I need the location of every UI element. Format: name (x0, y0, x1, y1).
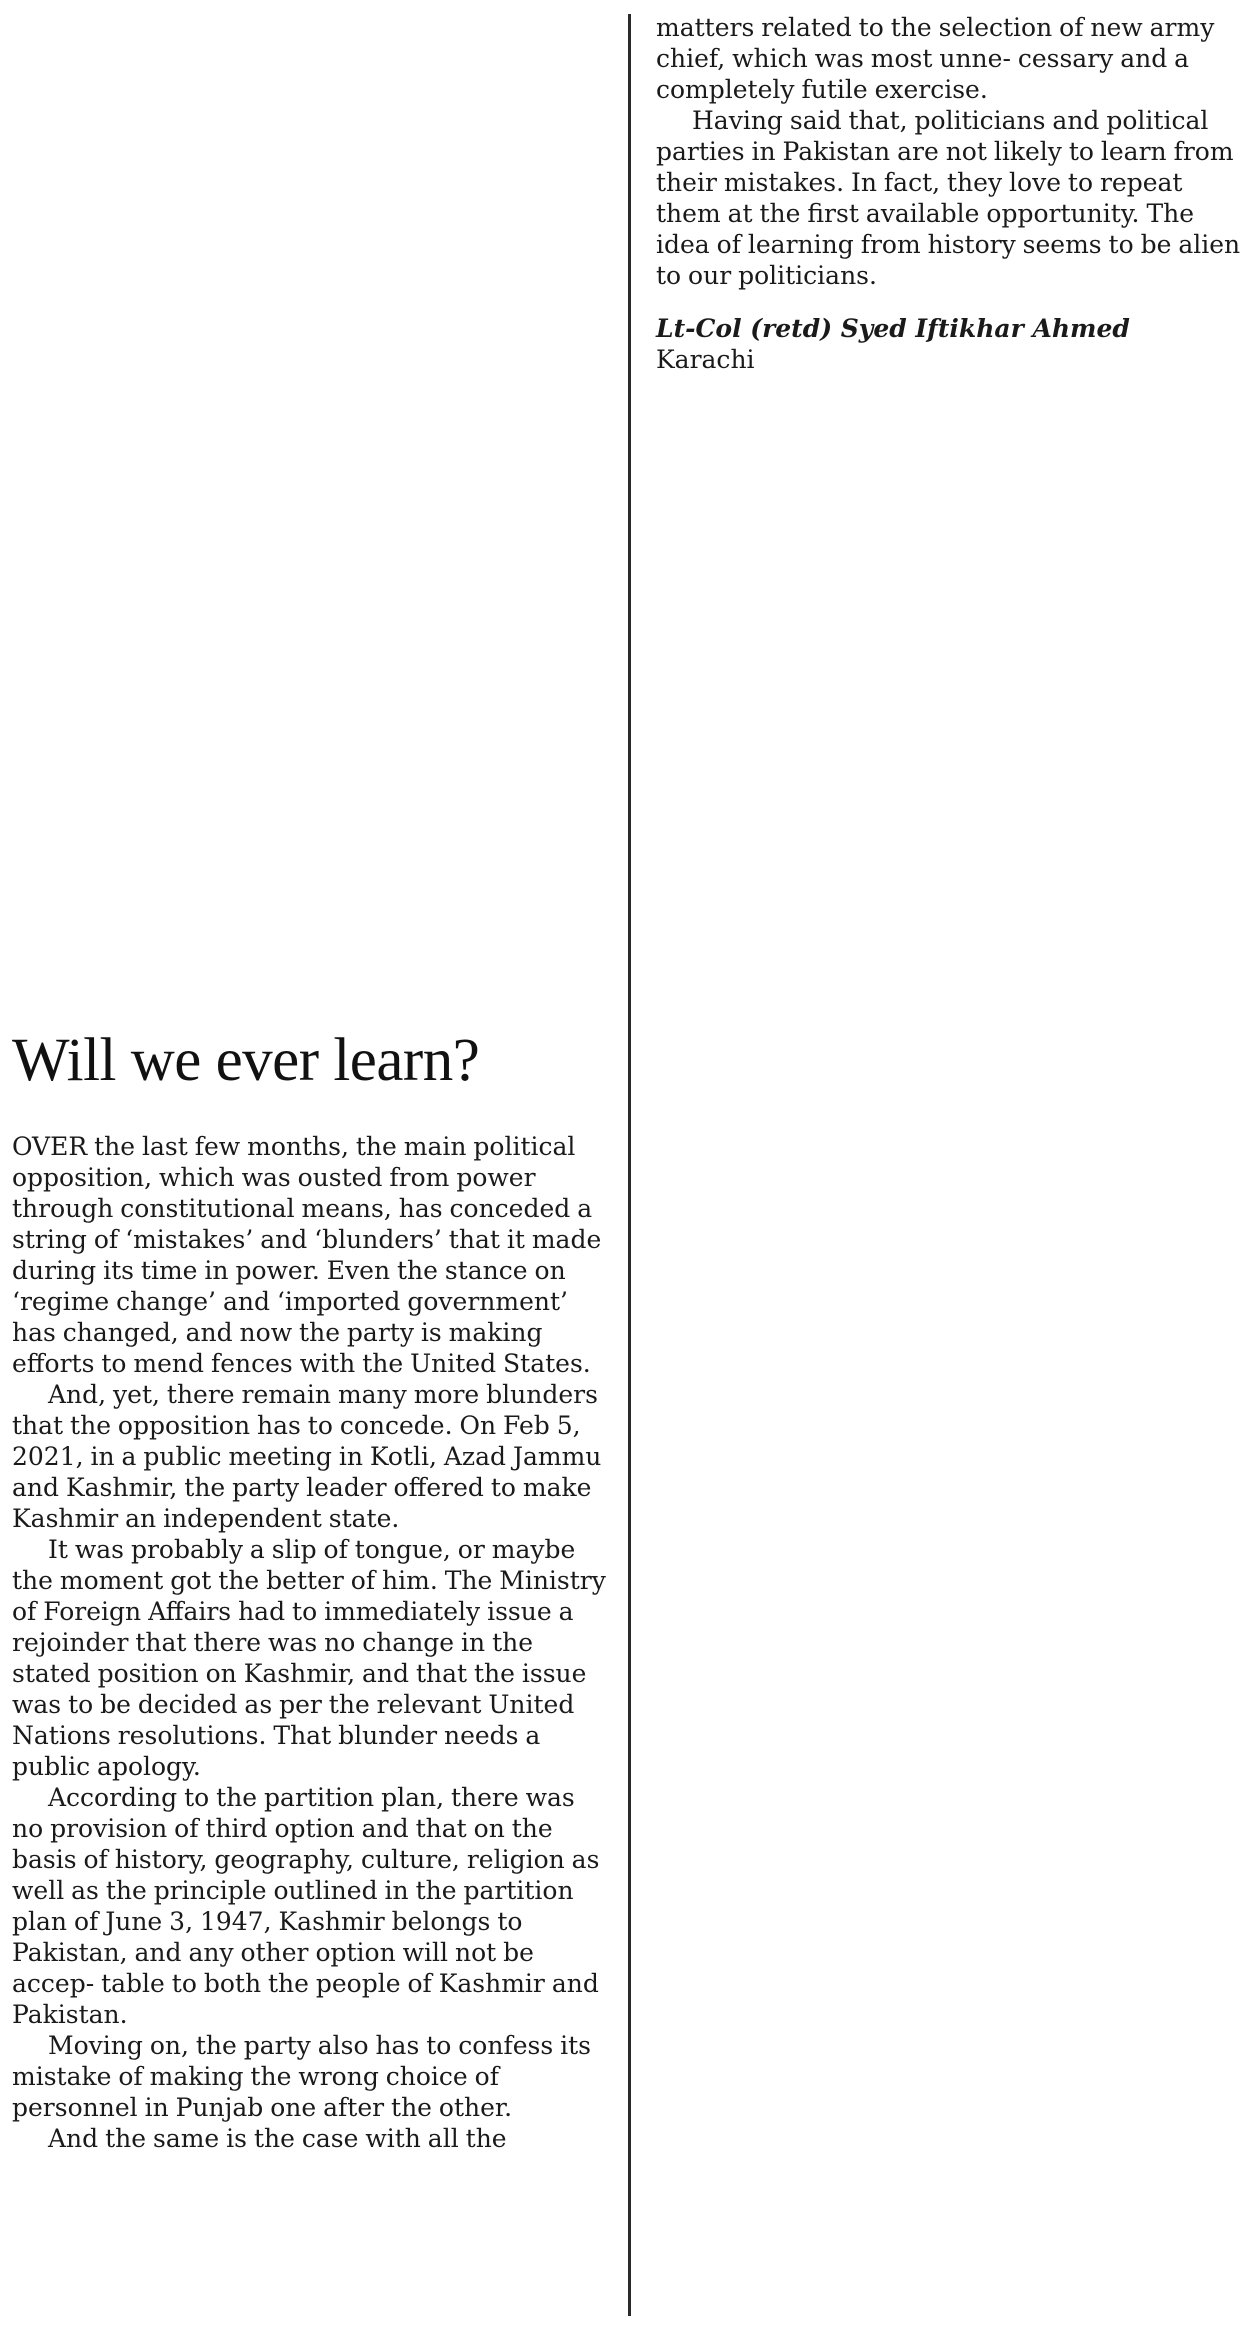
paragraph-continued: matters related to the selection of new army chief, which was most unne- cessary and a completely futile exercise. (656, 13, 1215, 104)
author-city: Karachi (656, 345, 755, 374)
paragraph-3: It was probably a slip of tongue, or maybe the moment got the better of him. The Ministry of Foreign Affairs had to immediately issue a rejoinder that there was no change in the stated position on Kashmir, and that the issue was to be decided as per the relevant United Nations resolutions. That blunder needs a public apology. (12, 1535, 606, 1781)
paragraph-4: According to the partition plan, there was no provision of third option and that on the basis of history, geography, culture, religion as well as the principle outlined in the partition plan of June 3, 1947, Kashmir belongs to Pakistan, and any other option will not be accep- table to both the people of Kashmir and Pakistan. (12, 1783, 600, 2029)
paragraph-2: And, yet, there remain many more blunders that the opposition has to concede. On Feb 5, 2021, in a public meeting in Kotli, Azad Jammu and Kashmir, the party leader offered to make Kashmir an independent state. (12, 1380, 602, 1533)
column-divider-rule (628, 14, 631, 2316)
paragraph-closing: Having said that, politicians and political parties in Pakistan are not likely to learn from their mistakes. In fact, they love to repeat them at the first available opportunity. The idea of learning from history seems to be alien to our politicians. (656, 106, 1241, 290)
author-name: Lt-Col (retd) Syed Iftikhar Ahmed (656, 314, 1130, 343)
paragraph-6: And the same is the case with all the (48, 2124, 507, 2153)
signature-block (656, 313, 1252, 375)
right-column (656, 12, 1252, 375)
left-column (12, 1131, 612, 2154)
paragraph-1: OVER the last few months, the main political opposition, which was ousted from power through constitutional means, has conceded a string of ‘mistakes’ and ‘blunders’ that it made during its time in power. Even the stance on ‘regime change’ and ‘imported government’ has changed, and now the party is making efforts to mend fences with the United States. (12, 1132, 602, 1378)
paragraph-5: Moving on, the party also has to confess its mistake of making the wrong choice of personnel in Punjab one after the other. (12, 2031, 591, 2122)
letter-headline: Will we ever learn? (12, 1027, 480, 1094)
